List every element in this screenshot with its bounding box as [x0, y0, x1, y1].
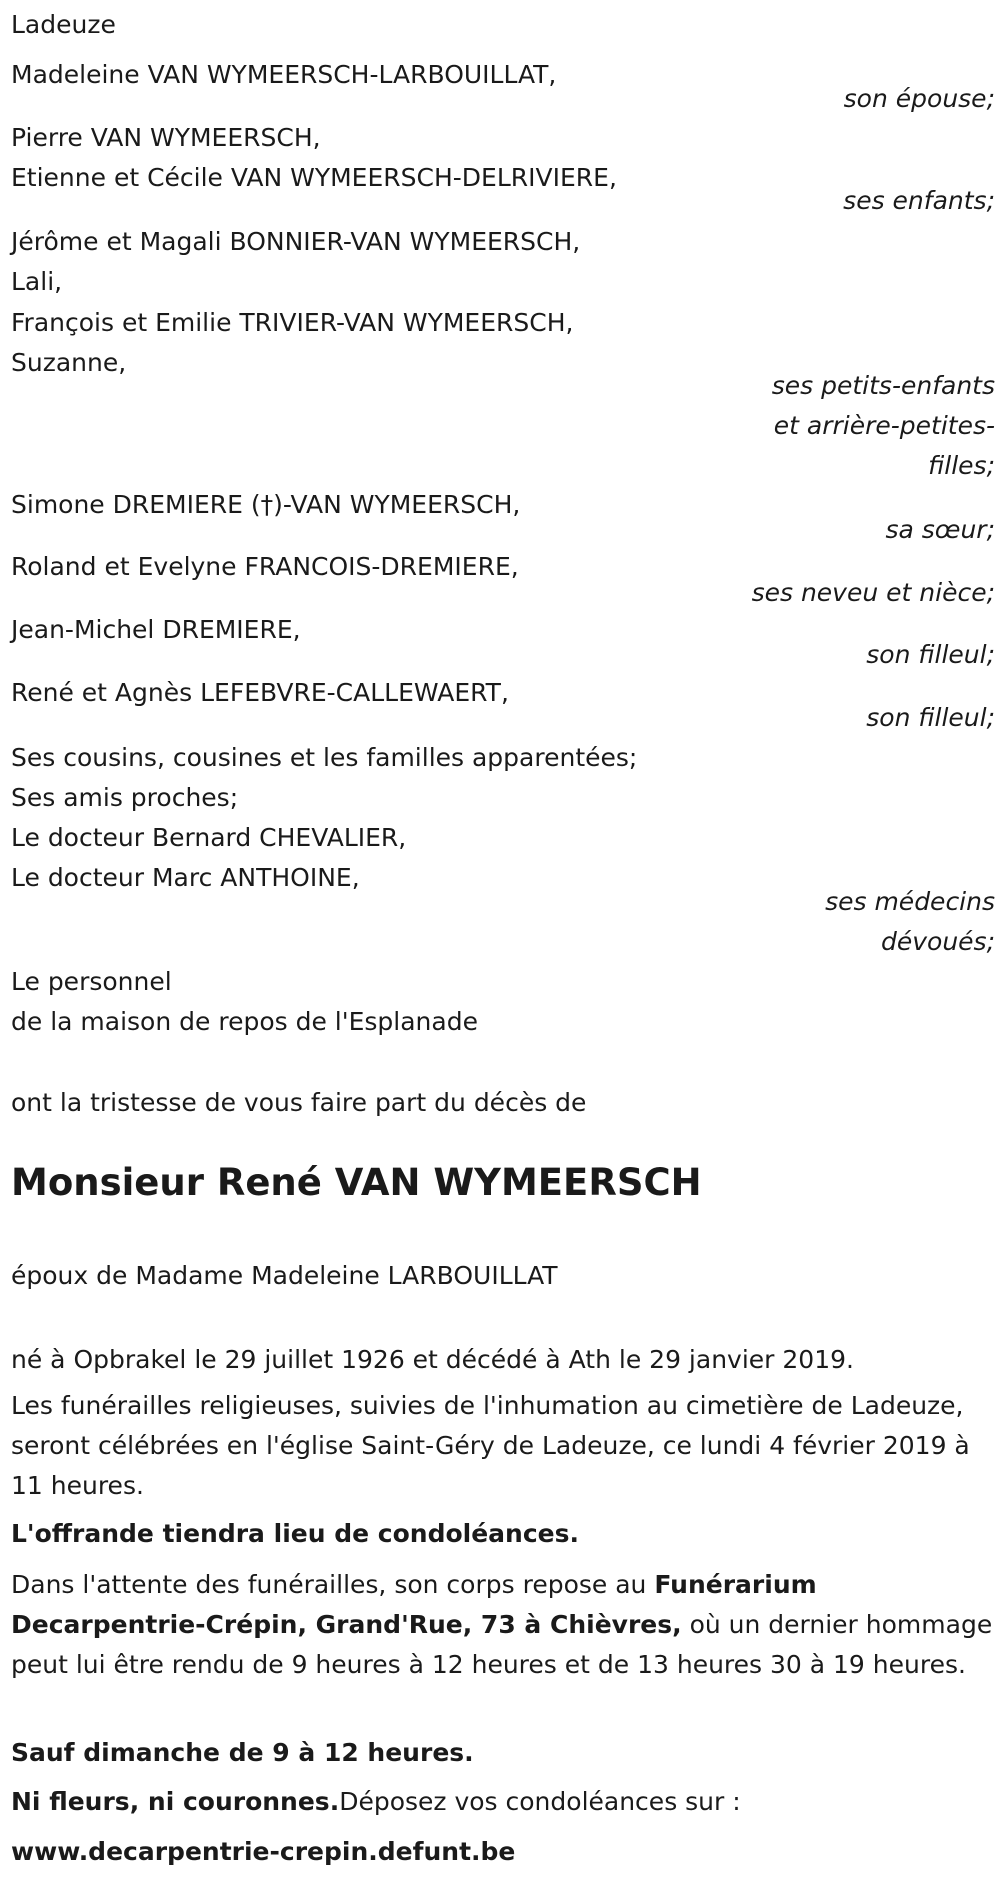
- announcement-intro: ont la tristesse de vous faire part du décès de: [11, 1088, 587, 1117]
- godson2-name: René et Agnès LEFEBVRE-CALLEWAERT,: [11, 678, 509, 707]
- birth-death: né à Opbrakel le 29 juillet 1926 et décédé à Ath le 29 janvier 2019.: [11, 1345, 854, 1374]
- offering-notice: L'offrande tiendra lieu de condoléances.: [11, 1519, 579, 1548]
- godson2-role: son filleul;: [866, 703, 995, 732]
- deceased-name: Monsieur René VAN WYMEERSCH: [11, 1161, 702, 1204]
- spouse-name: Madeleine VAN WYMEERSCH-LARBOUILLAT,: [11, 60, 557, 89]
- child-2: Etienne et Cécile VAN WYMEERSCH-DELRIVIERE,: [11, 163, 617, 192]
- doctors-role-line-2: dévoués;: [880, 927, 995, 956]
- staff-line-1: Le personnel: [11, 967, 172, 996]
- grandchild-1: Jérôme et Magali BONNIER-VAN WYMEERSCH,: [11, 227, 581, 256]
- grandchildren-role-line-3: filles;: [928, 451, 995, 480]
- condolences-line: [11, 1782, 741, 1822]
- spouse-role: son épouse;: [843, 84, 995, 113]
- sister-role: sa sœur;: [885, 515, 995, 544]
- grandchild-2: Lali,: [11, 267, 63, 296]
- nephew-name: Roland et Evelyne FRANCOIS-DREMIERE,: [11, 552, 519, 581]
- funeral-details: Les funérailles religieuses, suivies de l'inhumation au cimetière de Ladeuze, seront célébrées en l'église Saint-Géry de Ladeuze, ce lundi 4 février 2019 à 11 heures.: [11, 1391, 970, 1500]
- no-flowers: Ni fleurs, ni couronnes.: [11, 1787, 340, 1816]
- website-link[interactable]: www.decarpentrie-crepin.defunt.be: [11, 1837, 516, 1866]
- wake-place: Funérarium Decarpentrie-Crépin, Grand'Rue, 73 à Chièvres,: [11, 1570, 817, 1639]
- doctor-2: Le docteur Marc ANTHOINE,: [11, 863, 360, 892]
- spouse-of: époux de Madame Madeleine LARBOUILLAT: [11, 1261, 558, 1290]
- nephew-role: ses neveu et nièce;: [751, 578, 995, 607]
- children-role: ses enfants;: [843, 186, 995, 215]
- condolences-text: Déposez vos condoléances sur :: [339, 1787, 741, 1816]
- child-1: Pierre VAN WYMEERSCH,: [11, 123, 321, 152]
- doctors-role-line-1: ses médecins: [825, 887, 995, 916]
- doctor-1: Le docteur Bernard CHEVALIER,: [11, 823, 407, 852]
- grandchild-3: François et Emilie TRIVIER-VAN WYMEERSCH,: [11, 308, 574, 337]
- wake-intro: Dans l'attente des funérailles, son corps repose au: [11, 1570, 647, 1599]
- others-line-1: Ses cousins, cousines et les familles apparentées;: [11, 743, 638, 772]
- staff-line-2: de la maison de repos de l'Esplanade: [11, 1007, 478, 1036]
- godson1-role: son filleul;: [866, 640, 995, 669]
- wake-hours: où un dernier hommage peut lui être rendu de 9 heures à 12 heures et de 13 heures 30 à 19 heures.: [11, 1610, 993, 1679]
- others-line-2: Ses amis proches;: [11, 783, 239, 812]
- header-place: Ladeuze: [11, 10, 116, 39]
- sister-name: Simone DREMIERE (†)-VAN WYMEERSCH,: [11, 490, 521, 519]
- wake-details: [11, 1565, 996, 1685]
- grandchildren-role-line-1: ses petits-enfants: [771, 371, 995, 400]
- grandchildren-role-line-2: et arrière-petites-: [773, 411, 995, 440]
- sunday-notice: Sauf dimanche de 9 à 12 heures.: [11, 1738, 474, 1767]
- grandchild-4: Suzanne,: [11, 348, 127, 377]
- godson1-name: Jean-Michel DREMIERE,: [11, 615, 301, 644]
